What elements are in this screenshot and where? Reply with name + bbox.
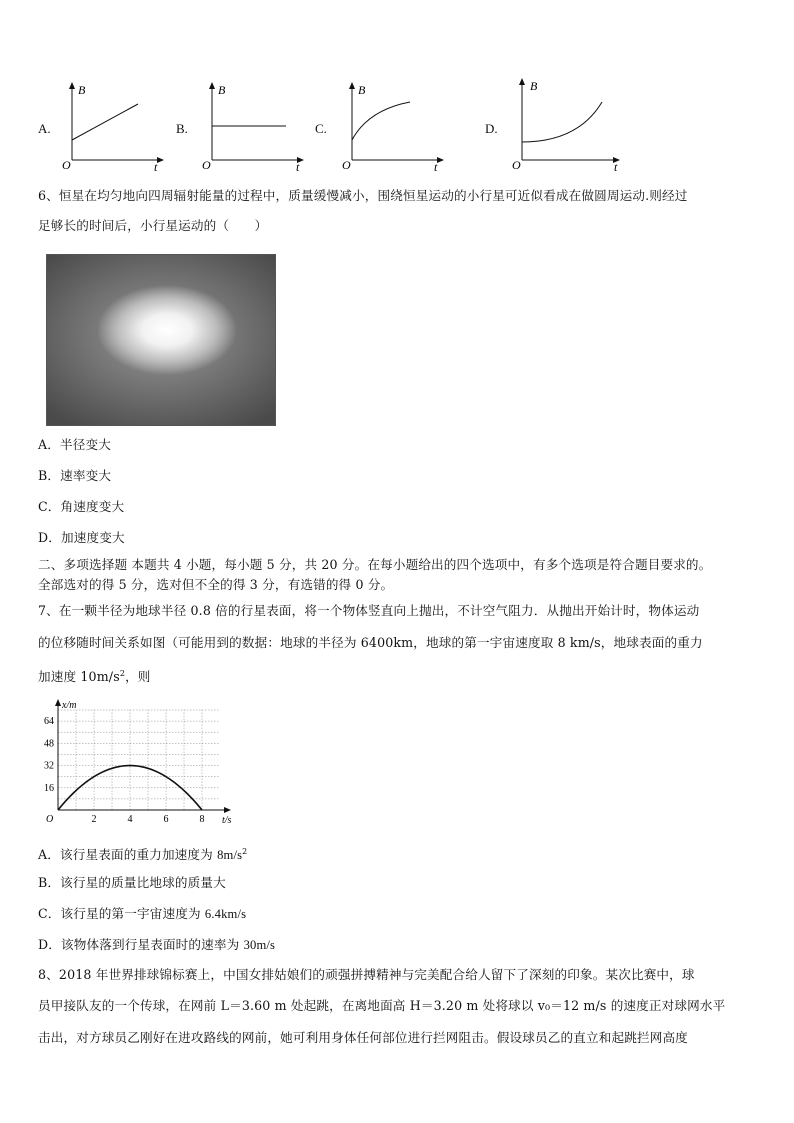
- axis-b-label: B: [78, 83, 86, 97]
- graph-a: [58, 80, 170, 172]
- axis-t-label: t: [614, 160, 618, 172]
- axis-b-label: B: [530, 79, 538, 93]
- section2-line1: 二、多项选择题 本题共 4 小题，每小题 5 分，共 20 分。在每小题给出的四个选项中，有多个选项是符合题目要求的。: [38, 557, 712, 572]
- displacement-time-chart: [36, 698, 232, 828]
- x-tick-label: 4: [127, 814, 133, 825]
- star-photo: [46, 254, 276, 426]
- axis-b-label: B: [358, 83, 366, 97]
- graph-d: [508, 76, 628, 172]
- origin-label: O: [512, 158, 521, 172]
- q7-option-d: D．该物体落到行星表面时的速率为 30m/s: [38, 937, 276, 952]
- q6-option-c: C．角速度变大: [38, 499, 125, 514]
- x-tick-label: 8: [199, 814, 205, 825]
- graph-b: [198, 80, 310, 172]
- option-letter-c: C.: [315, 121, 327, 136]
- q6-option-a: A．半径变大: [38, 437, 111, 452]
- y-tick-label: 16: [44, 782, 54, 794]
- q7-option-c: C．该行星的第一宇宙速度为 6.4km/s: [38, 906, 247, 921]
- option-letter-b: B.: [176, 121, 188, 136]
- y-axis-arrow: [55, 699, 61, 706]
- q7-stem-line1: 7、在一颗半径为地球半径 0.8 倍的行星表面，将一个物体竖直向上抛出，不计空气阻力．从抛出开始计时，物体运动: [38, 603, 700, 618]
- origin-label: O: [46, 814, 54, 825]
- origin-label: O: [62, 158, 71, 172]
- q7-line3-post: ，则: [125, 669, 151, 685]
- q6-stem-line2: 足够长的时间后，小行星运动的（ ）: [38, 218, 268, 233]
- axis-t-label: t: [434, 160, 438, 172]
- origin-label: O: [342, 158, 351, 172]
- axis-b-label: B: [218, 83, 226, 97]
- q7-stem-line3: [38, 666, 151, 685]
- option-letter-a: A.: [38, 121, 51, 136]
- x-tick-label: 6: [163, 814, 169, 825]
- q7-line3-sup: 2: [119, 669, 126, 678]
- y-axis-label: x/m: [62, 700, 77, 711]
- q6-stem-line1: 6、恒星在均匀地向四周辐射能量的过程中，质量缓慢减小，围绕恒星运动的小行星可近似看成在做圆周运动.则经过: [38, 188, 688, 203]
- graph-c: [338, 80, 450, 172]
- option-letter-d: D.: [485, 121, 498, 136]
- origin-label: O: [202, 158, 211, 172]
- q7-option-a: A．该行星表面的重力加速度为 $8m/s^2$: [38, 847, 248, 863]
- axis-t-label: t: [154, 160, 158, 172]
- q7-option-b: B．该行星的质量比地球的质量大: [38, 875, 226, 890]
- q7-line3-pre: 加速度 10m/s: [38, 669, 120, 685]
- q7-stem-line2: 的位移随时间关系如图（可能用到的数据：地球的半径为 6400km，地球的第一宇宙速度取 8 km/s，地球表面的重力: [38, 635, 703, 650]
- q6-option-d: D．加速度变大: [38, 530, 125, 545]
- y-tick-label: 32: [44, 760, 54, 772]
- y-tick-label: 48: [44, 738, 54, 750]
- x-axis-arrow: [224, 807, 231, 813]
- q8-stem-line3: 击出，对方球员乙刚好在进攻路线的网前，她可利用身体任何部位进行拦网阻击。假设球员乙的直立和起跳拦网高度: [38, 1030, 688, 1045]
- y-tick-label: 64: [44, 716, 54, 728]
- x-axis-label: t/s: [222, 815, 232, 826]
- axis-t-label: t: [296, 160, 300, 172]
- section2-line2: 全部选对的得 5 分，选对但不全的得 3 分，有选错的得 0 分。: [38, 577, 394, 592]
- x-tick-label: 2: [91, 814, 97, 825]
- q8-stem-line2: 员甲接队友的一个传球，在网前 L＝3.60 m 处起跳，在离地面高 H＝3.20 m 处将球以 v₀＝12 m/s 的速度正对球网水平: [38, 998, 726, 1013]
- q6-option-b: B．速率变大: [38, 468, 112, 483]
- q8-stem-line1: 8、2018 年世界排球锦标赛上，中国女排姑娘们的顽强拼搏精神与完美配合给人留下了深刻的印象。某次比赛中，球: [38, 967, 695, 982]
